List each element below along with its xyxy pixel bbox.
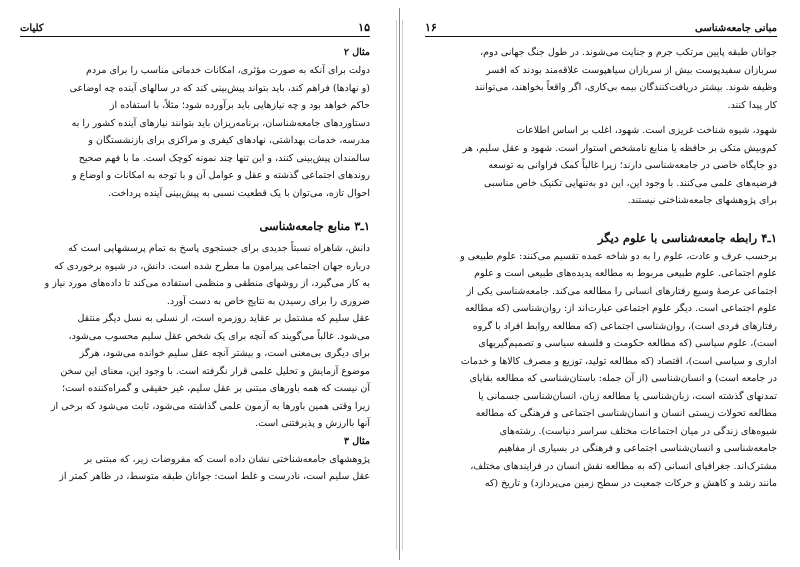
text-line: دانش، شاهراه نسبتاً جدیدی برای جستجوی پاسخ به تمام پرسشهایی است که xyxy=(68,243,370,254)
text-line: برای دیگری بی‌معنی است، و بیشتر آنچه عقل سلیم خوانده می‌شود، هرگز xyxy=(79,348,370,359)
paragraph xyxy=(425,122,777,210)
running-title: کلیات xyxy=(20,23,44,34)
text-line: مشترک‌اند. جغرافیای انسانی (که به مطالعه نقش انسان در فرایندهای مختلف، xyxy=(470,460,777,472)
page-edge xyxy=(402,20,403,550)
section-heading: ۱ـ۴ رابطه جامعه‌شناسی با علوم دیگر xyxy=(597,230,777,245)
example-heading: مثال ۲ xyxy=(343,47,370,58)
text-line: دو جایگاه خاصی در جامعه‌شناسی دارند؛ زیرا غالباً کمک فراوانی به توسعه xyxy=(488,160,777,171)
text-line: به کار می‌گیرد، از روشهای منطقی و منظمی استفاده می‌کند تا داده‌های مورد نیاز و xyxy=(44,278,370,289)
text-line: سالمندان پیش‌بینی کنند، و این تنها چند نمونه کوچک است. ما با فهم صحیح xyxy=(78,152,370,164)
text-line: جامعه‌شناسی و انسان‌شناسی اجتماعی و فرهنگی در بسیاری از مفاهیم xyxy=(498,443,777,454)
text-line: عقل سلیم است، نادرست و غلط است: جوانان طبقه متوسط، در ظاهر کمتر از xyxy=(59,471,370,482)
paragraph xyxy=(425,248,777,493)
text-line: وظیفه شوند. بیشتر دریافت‌کنندگان بیمه بی‌کاری، اگر واقعاً بخواهند، می‌توانند xyxy=(474,82,777,93)
text-line: مانند رشد و کاهش و حرکات جمعیت در سطح زمین می‌پردازد) و تاریخ (که xyxy=(484,478,777,489)
text-line: سربازان سفیدپوست بیش از سربازان سیاهپوست علاقه‌مند بودند که افسر xyxy=(485,64,777,76)
text-line: علوم اجتماعی است. دیگر علوم اجتماعی عبارت‌اند از: روان‌شناسی (که مطالعه xyxy=(464,303,777,314)
example-paragraph xyxy=(20,62,370,202)
page-number: ۱۵ xyxy=(358,21,370,34)
text-line: درباره جهان اجتماعی پیرامون ما مطرح شده است. دانش، در شیوه برخوردی که xyxy=(54,260,370,272)
text-line: عقل سلیم که مشتمل بر عقاید روزمره است، از نسلی به نسل دیگر منتقل xyxy=(77,313,370,324)
text-line: جوانان طبقه پایین مرتکب جرم و جنایت می‌شوند. در طول جنگ جهانی دوم، xyxy=(480,47,777,58)
text-line: است)، علوم سیاسی (که مطالعه حکومت و فلسفه سیاسی و تصمیم‌گیریهای xyxy=(478,338,777,349)
example-heading: مثال ۳ xyxy=(343,435,370,447)
right-page xyxy=(425,0,777,567)
text-line: پژوهشهای جامعه‌شناختی نشان داده است که مفروضات زیر، که مبتنی بر xyxy=(84,453,370,465)
text-line: آنها باارزش و پذیرفتنی است. xyxy=(255,418,370,429)
text-line: کار پیدا کنند. xyxy=(727,99,777,111)
text-line: (و نهادها) فراهم کند، باید بتواند پیش‌بینی کند که در سالهای آینده چه اوضاعی xyxy=(69,82,370,94)
page-edge xyxy=(396,20,397,550)
text-line: آن نیست که همه باورهای مبتنی بر عقل سلیم، غیر حقیقی و گمراه‌کننده است؛ xyxy=(62,383,370,394)
text-line: دستاوردهای جامعه‌شناسان، برنامه‌ریزان باید بتوانند نیازهای آینده کشور را به xyxy=(71,117,370,129)
text-line: برحسب عرف و عادت، علوم را به دو شاخه عمده تقسیم می‌کنند: علوم طبیعی و xyxy=(460,250,777,262)
gutter xyxy=(399,8,400,560)
paragraph xyxy=(20,240,370,310)
text-line: برای پژوهشهای جامعه‌شناختی نیستند. xyxy=(627,195,777,206)
text-line: اجتماعی عرصهٔ وسیع رفتارهای انسانی را مطالعه می‌کند. جامعه‌شناسی یکی از xyxy=(466,285,777,297)
page-body xyxy=(20,44,370,486)
example-paragraph xyxy=(20,451,370,486)
text-line: روندهای اجتماعی گذشته و عقل و عوامل آن و با توجه به امکانات و اوضاع و xyxy=(72,170,370,181)
text-line: علوم اجتماعی. علوم طبیعی مربوط به مطالعه پدیده‌های طبیعی است و علوم xyxy=(474,268,777,279)
left-page xyxy=(20,0,370,567)
text-line: ضروری را برای رسیدن به نتایج خاص به دست آورد. xyxy=(166,295,370,307)
text-line: فرضیه‌های علمی می‌کنند. با وجود این، این دو به‌تنهایی تکنیک خاص مناسبی xyxy=(484,177,777,189)
text-line: زیرا وقتی همین باورها به آزمون علمی گذاشته می‌شود، ثابت می‌شود که برخی از xyxy=(50,400,370,412)
text-line: می‌شود. غالباً می‌گویند که آنچه برای یک شخص عقل سلیم محسوب می‌شود، xyxy=(68,330,370,342)
text-line: دولت برای آنکه به صورت مؤثری، امکانات خدماتی مناسب را برای مردم xyxy=(86,65,370,76)
section-heading: ۱ـ۳ منابع جامعه‌شناسی xyxy=(259,219,370,233)
paragraph xyxy=(425,44,777,114)
paragraph xyxy=(20,310,370,433)
text-line: موضوع آزمایش و تحلیل علمی قرار نگرفته است. با وجود این، معنای این سخن xyxy=(60,365,370,377)
page-number: ۱۶ xyxy=(425,21,437,34)
text-line: در جامعه است) و انسان‌شناسی (از آن جمله: باستان‌شناسی که مطالعه بقایای xyxy=(469,373,777,384)
page-header xyxy=(425,18,777,37)
page-body xyxy=(425,44,777,493)
page-header xyxy=(20,18,370,37)
text-line: مدرسه، خدمات بهداشتی، نهادهای کیفری و مراکزی برای بازنشستگان و xyxy=(88,135,370,146)
text-line: تمدنهای گذشته است، زبان‌شناسی یا مطالعه زبان، انسان‌شناسی جسمانی یا xyxy=(478,390,777,402)
text-line: اداری و سیاسی است)، اقتصاد (که مطالعه تولید، توزیع و مصرف کالاها و خدمات xyxy=(460,355,777,367)
text-line: شهود، شیوه شناخت غریزی است. شهود، اغلب بر اساس اطلاعات xyxy=(516,125,777,136)
running-title: مبانی جامعه‌شناسی xyxy=(695,23,777,34)
text-line: کم‌وبیش متکی بر حافظه یا منابع نامشخص استوار است. شهود و عقل سلیم، هر xyxy=(462,142,777,154)
text-line: رفتارهای فردی است)، روان‌شناسی اجتماعی (که مطالعه روابط افراد با گروه xyxy=(472,320,777,332)
text-line: مطالعه تحولات زیستی انسان و انسان‌شناسی اجتماعی و فرهنگی که مطالعه xyxy=(475,408,777,419)
text-line: شیوه‌های زندگی در میان اجتماعات مختلف سراسر دنیاست). رشته‌های xyxy=(499,425,777,437)
text-line: حاکم خواهد بود و چه نیازهایی باید برآورده شود؛ مثلاً، با استفاده از xyxy=(109,100,370,111)
text-line: احوال تازه، می‌توان با یک قطعیت نسبی به پیش‌بینی آینده پرداخت. xyxy=(108,187,370,199)
